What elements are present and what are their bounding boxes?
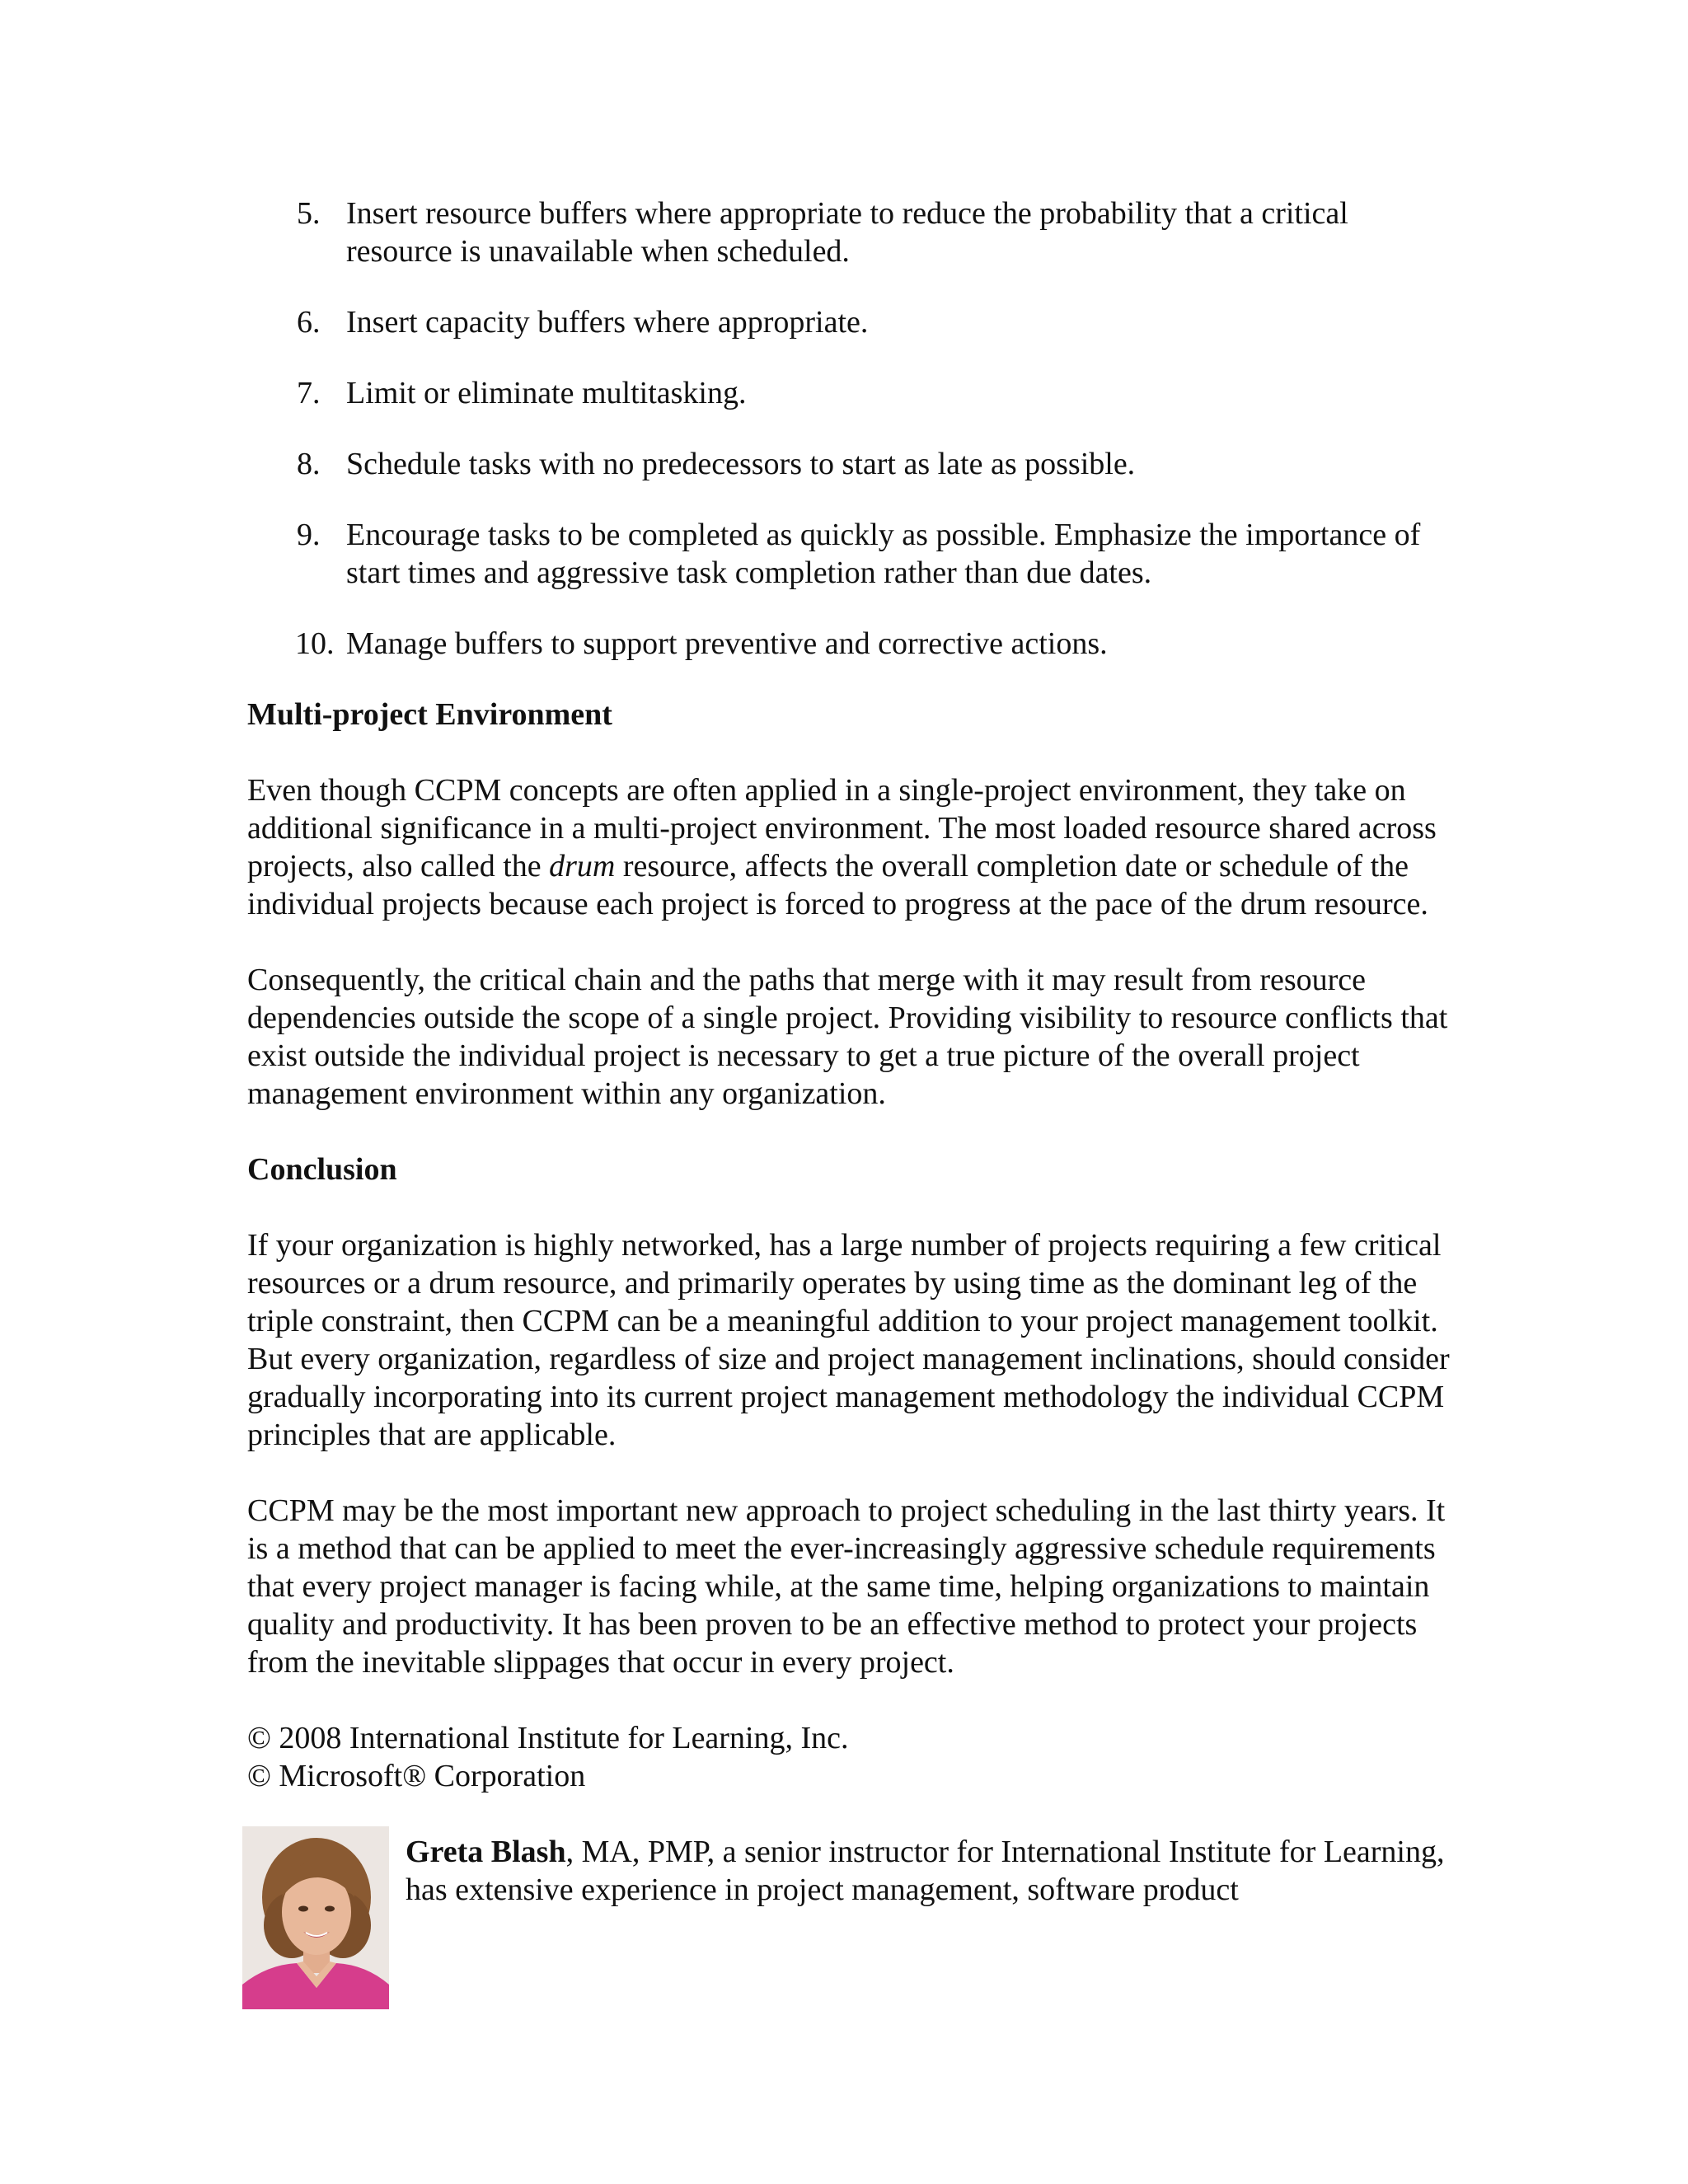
author-photo	[242, 1826, 389, 2009]
list-item-text: Schedule tasks with no predecessors to start as late as possible.	[346, 447, 1136, 481]
list-item	[297, 516, 1451, 592]
author-bio-text: , MA, PMP, a senior instructor for International Institute for Learning, has extensive experience in project management, software product	[406, 1835, 1445, 1907]
copyright-line-microsoft: © Microsoft® Corporation	[247, 1759, 586, 1793]
drum-emphasis: drum	[549, 849, 616, 883]
list-item	[297, 374, 1451, 412]
steps-list	[297, 194, 1451, 663]
list-item-text: Encourage tasks to be completed as quickly as possible. Emphasize the importance of start times and aggressive task completion rather than due dates.	[346, 518, 1421, 590]
page-content	[247, 194, 1451, 2022]
list-item	[297, 625, 1451, 663]
list-item-number: 7.	[297, 376, 321, 410]
list-item-text: Insert resource buffers where appropriate to reduce the probability that a critical resource is unavailable when scheduled.	[346, 196, 1348, 269]
list-item	[297, 445, 1451, 483]
conclusion-paragraph-1: If your organization is highly networked, has a large number of projects requiring a few critical resources or a drum resource, and primarily operates by using time as the dominant leg of the triple constraint, then CCPM can be a meaningful addition to your project management toolkit. But every organization, regardless of size and project management inclinations, should consider gradually incorporating into its current project management methodology the individual CCPM principles that are applicable.	[247, 1228, 1450, 1452]
paragraph-text: Even though CCPM concepts are often applied in a single-project environment, they take on additional significance in a multi-project environment. The most loaded resource shared across projects, also called the	[247, 773, 1437, 883]
list-item-number: 10.	[295, 626, 335, 661]
list-item-number: 8.	[297, 447, 321, 481]
multi-project-paragraph-2: Consequently, the critical chain and the paths that merge with it may result from resource dependencies outside the scope of a single project. Providing visibility to resource conflicts that exist outside the individual project is necessary to get a true picture of the overall project management environment within any organization.	[247, 963, 1448, 1111]
author-block	[247, 1833, 1451, 2022]
portrait-image	[242, 1826, 389, 2009]
list-item-number: 5.	[297, 196, 321, 231]
list-item-number: 9.	[297, 518, 321, 552]
multi-project-heading: Multi-project Environment	[247, 697, 612, 732]
list-item-text: Manage buffers to support preventive and corrective actions.	[346, 626, 1108, 661]
list-item-text: Limit or eliminate multitasking.	[346, 376, 747, 410]
copyright-line-iil: © 2008 International Institute for Learning, Inc.	[247, 1721, 849, 1755]
author-bio	[406, 1833, 1461, 1909]
list-item-text: Insert capacity buffers where appropriate.	[346, 305, 869, 340]
list-item	[297, 303, 1451, 341]
conclusion-paragraph-2: CCPM may be the most important new approach to project scheduling in the last thirty years. It is a method that can be applied to meet the ever-increasingly aggressive schedule requirements that every project manager is facing while, at the same time, helping organizations to maintain quality and productivity. It has been proven to be an effective method to protect your projects from the inevitable slippages that occur in every project.	[247, 1493, 1446, 1680]
conclusion-heading: Conclusion	[247, 1152, 397, 1187]
copyright-block	[247, 1719, 1451, 1795]
author-name: Greta Blash	[406, 1835, 566, 1869]
multi-project-paragraph-1	[247, 771, 1451, 923]
paragraph-text: resource, affects the overall completion date or schedule of the individual projects because each project is forced to progress at the pace of the drum resource.	[247, 849, 1428, 921]
list-item	[297, 194, 1451, 270]
list-item-number: 6.	[297, 305, 321, 340]
